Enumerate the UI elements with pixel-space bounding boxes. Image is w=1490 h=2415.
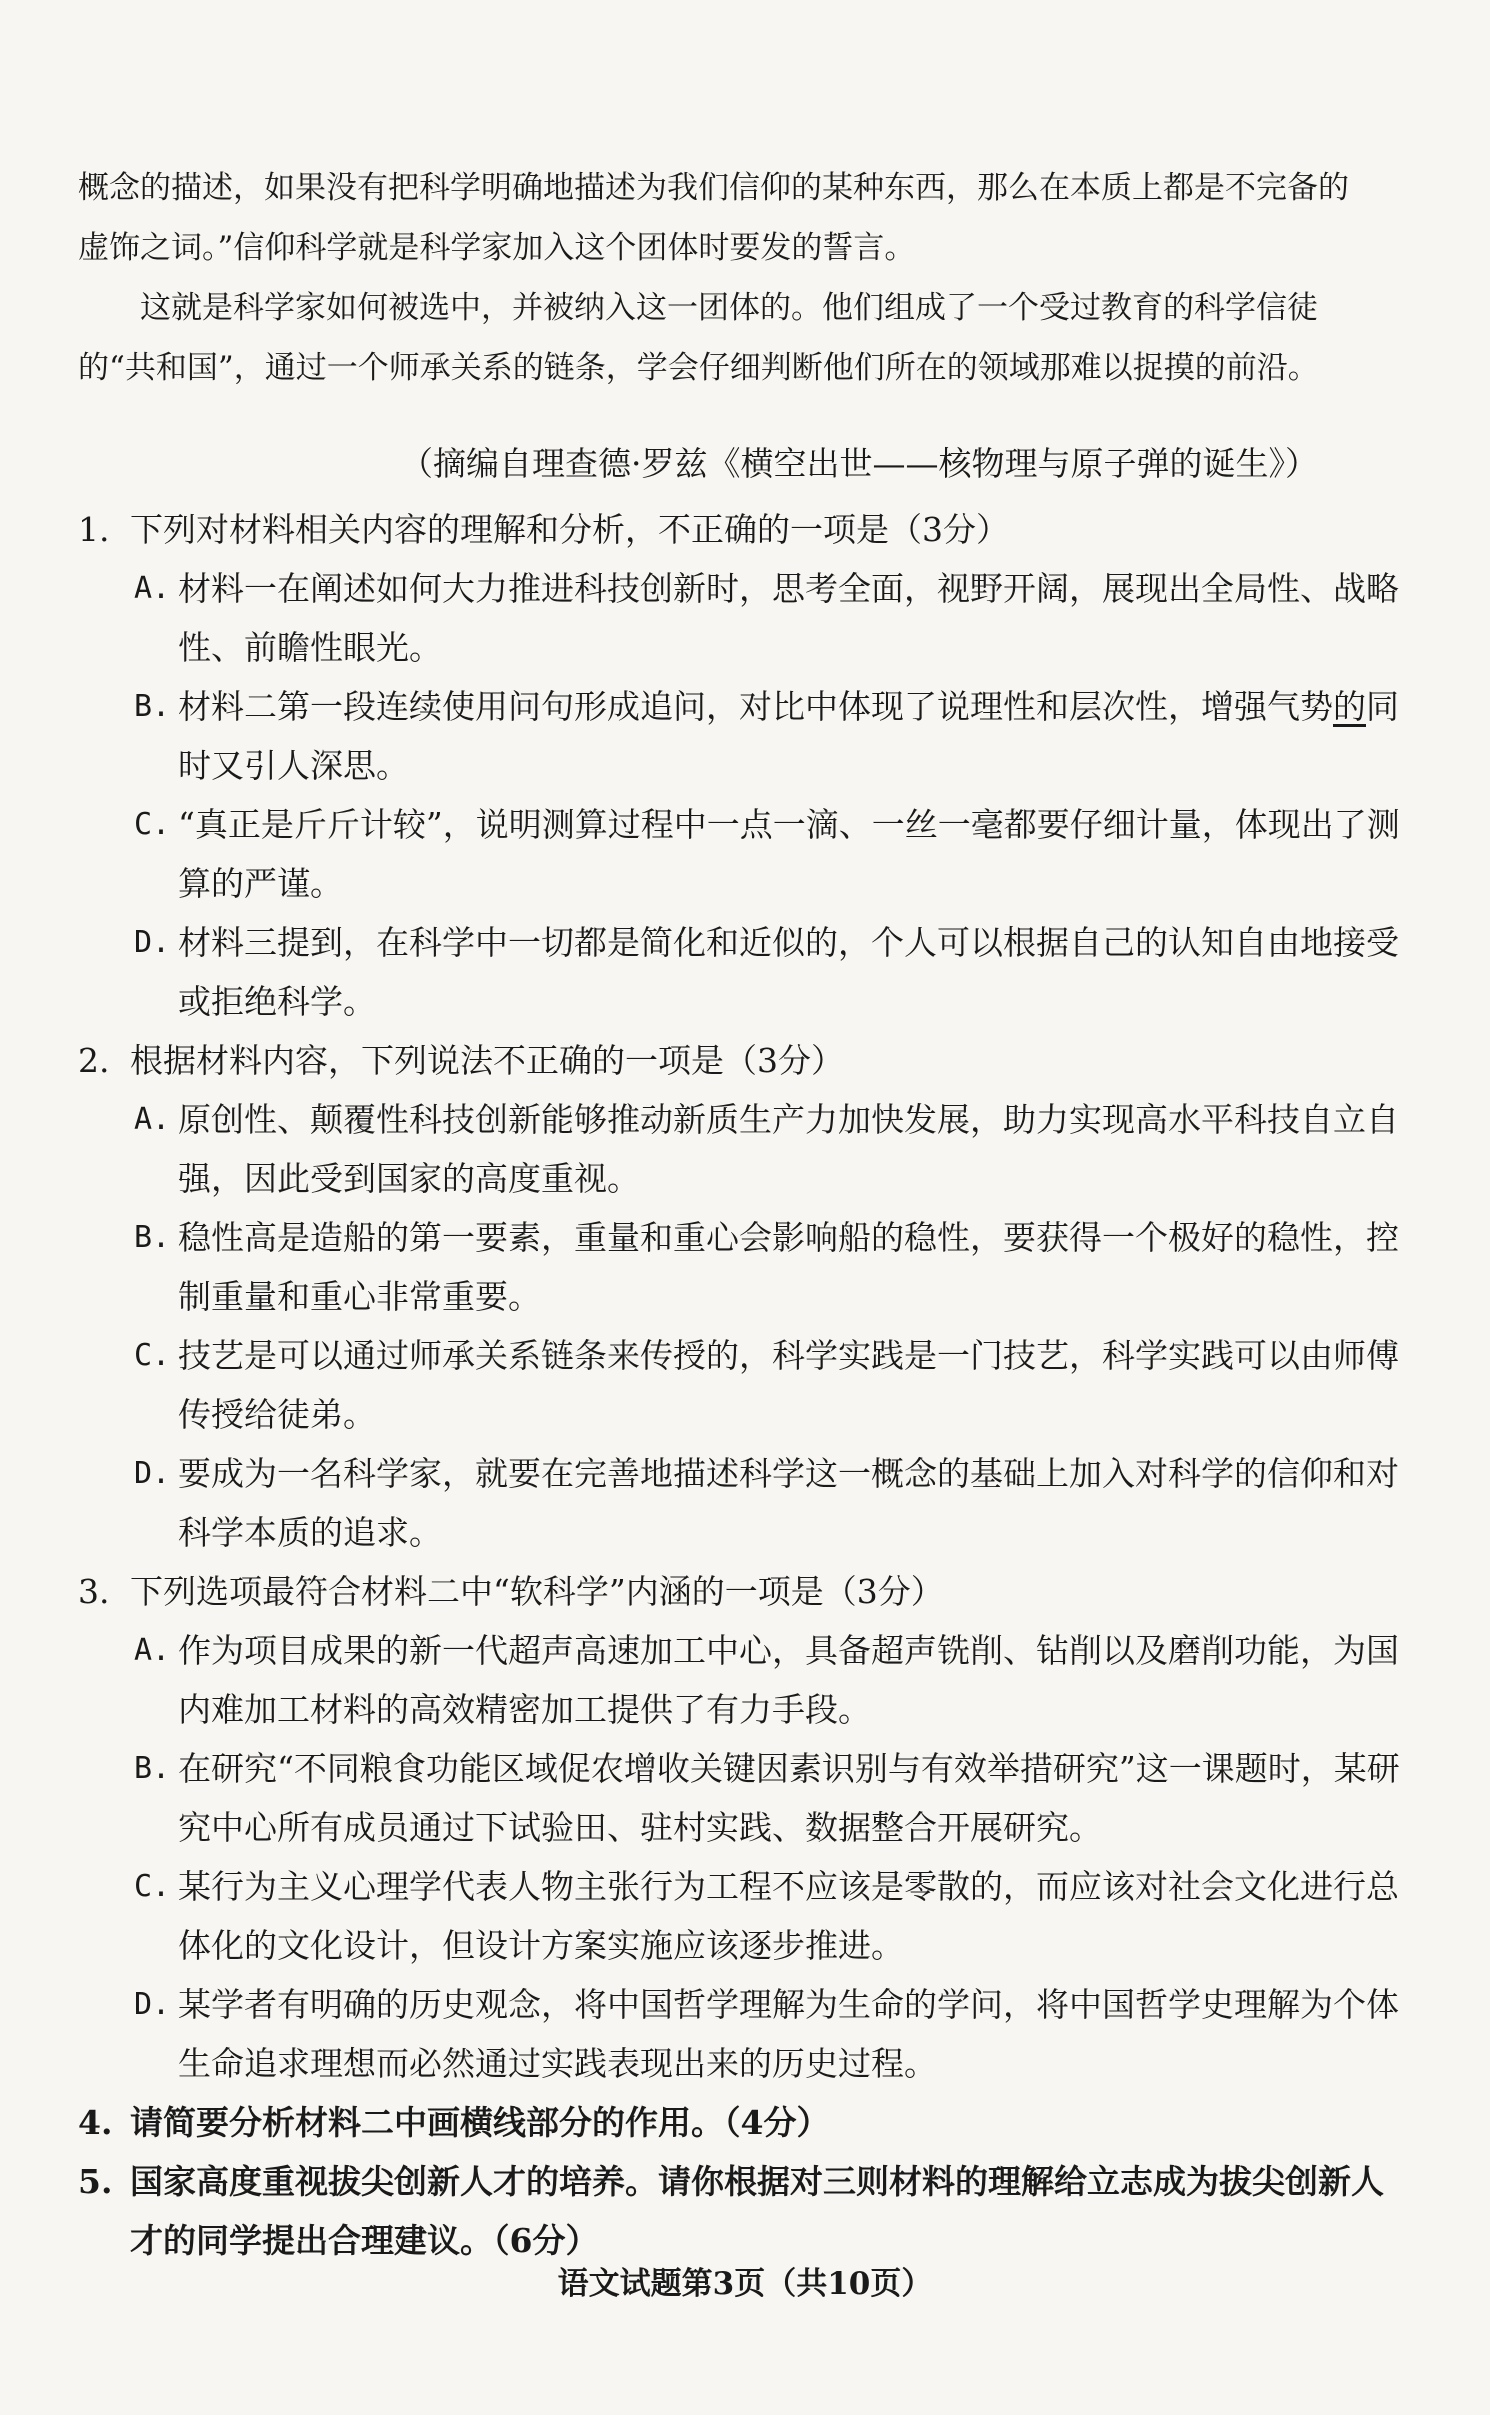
- option-text: 材料一在阐述如何大力推进科技创新时，思考全面，视野开阔，展现出全局性、战略性、前瞻性眼光。: [178, 569, 1399, 667]
- option-letter: A.: [134, 1633, 171, 1668]
- option-text: 要成为一名科学家，就要在完善地描述科学这一概念的基础上加入对科学的信仰和对科学本质的追求。: [178, 1454, 1399, 1552]
- question-3: [78, 1562, 1408, 2093]
- option-text-part: 材料二第一段连续使用问句形成追问，对比中体现了说理性和层次性，增强气势: [178, 687, 1333, 726]
- underlined-char: 的: [1333, 687, 1366, 726]
- option-c: [134, 795, 1408, 913]
- option-b: [134, 1208, 1408, 1326]
- option-text: [178, 677, 1408, 795]
- question-2: [78, 1031, 1408, 1562]
- option-b: [134, 677, 1408, 795]
- option-text: 稳性高是造船的第一要素，重量和重心会影响船的稳性，要获得一个极好的稳性，控制重量和重心非常重要。: [178, 1218, 1399, 1316]
- option-text-part: 同时又引人深思。: [178, 687, 1399, 785]
- option-text: 作为项目成果的新一代超声高速加工中心，具备超声铣削、钻削以及磨削功能，为国内难加工材料的高效精密加工提供了有力手段。: [178, 1631, 1399, 1729]
- question-number: 4.: [78, 2103, 113, 2142]
- page-footer: 语文试题第3页（共10页）: [557, 2266, 933, 2302]
- question-number: 3.: [78, 1572, 110, 1611]
- source-citation: （摘编自理查德·罗兹《横空出世——核物理与原子弹的诞生》）: [400, 444, 1318, 483]
- question-stem: [78, 1031, 1408, 1090]
- option-text: 某行为主义心理学代表人物主张行为工程不应该是零散的，而应该对社会文化进行总体化的文化设计，但设计方案实施应该逐步推进。: [178, 1867, 1399, 1965]
- option-c: [134, 1857, 1408, 1975]
- question-stem: [78, 500, 1408, 559]
- option-text: 技艺是可以通过师承关系链条来传授的，科学实践是一门技艺，科学实践可以由师傅传授给徒弟。: [178, 1336, 1399, 1434]
- question-text: 国家高度重视拔尖创新人才的培养。请你根据对三则材料的理解给立志成为拔尖创新人才的同学提出合理建议。（6分）: [130, 2162, 1384, 2260]
- option-text: 原创性、颠覆性科技创新能够推动新质生产力加快发展，助力实现高水平科技自立自强，因此受到国家的高度重视。: [178, 1100, 1399, 1198]
- option-a: [134, 1621, 1408, 1739]
- question-1: [78, 500, 1408, 1031]
- option-text: 材料三提到，在科学中一切都是简化和近似的，个人可以根据自己的认知自由地接受或拒绝科学。: [178, 923, 1399, 1021]
- option-letter: B.: [134, 1220, 171, 1255]
- passage-paragraph-1: 概念的描述，如果没有把科学明确地描述为我们信仰的某种东西，那么在本质上都是不完备的虚饰之词。”信仰科学就是科学家加入这个团体时要发的誓言。: [78, 170, 1349, 266]
- option-d: [134, 913, 1408, 1031]
- option-letter: D.: [134, 1987, 171, 2022]
- option-b: [134, 1739, 1408, 1857]
- option-a: [134, 559, 1408, 677]
- option-letter: D.: [134, 1456, 171, 1491]
- option-letter: C.: [134, 1869, 171, 1904]
- option-d: [134, 1444, 1408, 1562]
- option-text: 某学者有明确的历史观念，将中国哲学理解为生命的学问，将中国哲学史理解为个体生命追求理想而必然通过实践表现出来的历史过程。: [178, 1985, 1399, 2083]
- question-text: 请简要分析材料二中画横线部分的作用。（4分）: [130, 2103, 830, 2142]
- option-d: [134, 1975, 1408, 2093]
- option-letter: B.: [134, 1751, 171, 1786]
- option-letter: C.: [134, 807, 171, 842]
- option-letter: B.: [134, 689, 171, 724]
- question-number: 1.: [78, 510, 110, 549]
- option-c: [134, 1326, 1408, 1444]
- question-text: 下列选项最符合材料二中“软科学”内涵的一项是（3分）: [130, 1572, 944, 1611]
- question-stem: [78, 2152, 1408, 2270]
- option-letter: C.: [134, 1338, 171, 1373]
- option-text: “真正是斤斤计较”，说明测算过程中一点一滴、一丝一毫都要仔细计量，体现出了测算的严谨。: [178, 805, 1400, 903]
- passage-paragraph-2: 这就是科学家如何被选中，并被纳入这一团体的。他们组成了一个受过教育的科学信徒的“共和国”，通过一个师承关系的链条，学会仔细判断他们所在的领域那难以捉摸的前沿。: [78, 290, 1319, 386]
- question-text: 下列对材料相关内容的理解和分析，不正确的一项是（3分）: [130, 510, 1009, 549]
- question-number: 2.: [78, 1041, 110, 1080]
- question-5: [78, 2152, 1408, 2270]
- option-text: 在研究“不同粮食功能区域促农增收关键因素识别与有效举措研究”这一课题时，某研究中心所有成员通过下试验田、驻村实践、数据整合开展研究。: [178, 1749, 1400, 1847]
- questions: [78, 500, 1408, 2270]
- question-stem: [78, 2093, 1408, 2152]
- option-letter: A.: [134, 1102, 171, 1137]
- question-stem: [78, 1562, 1408, 1621]
- question-number: 5.: [78, 2162, 113, 2201]
- passage: [78, 158, 1378, 398]
- option-letter: A.: [134, 571, 171, 606]
- option-a: [134, 1090, 1408, 1208]
- question-4: [78, 2093, 1408, 2152]
- question-text: 根据材料内容，下列说法不正确的一项是（3分）: [130, 1041, 844, 1080]
- option-letter: D.: [134, 925, 171, 960]
